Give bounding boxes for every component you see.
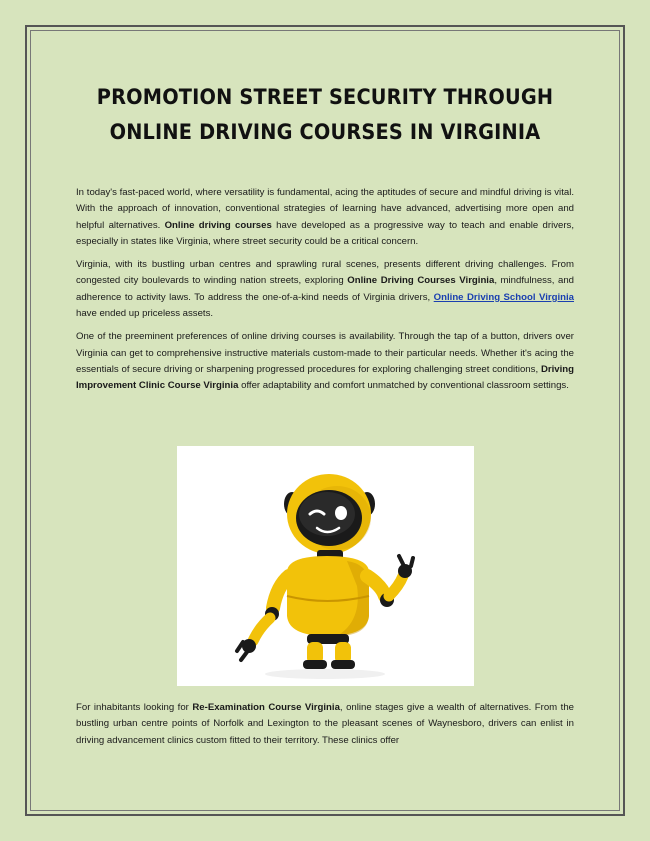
paragraph-1: [76, 185, 574, 250]
p3-text-b: offer adaptability and comfort unmatched by conventional classroom settings.: [238, 380, 569, 392]
p2-text-c: have ended up priceless assets.: [76, 308, 214, 320]
p2-text-a: Virginia, with its bustling urban centres and sprawling rural scenes, presents different driving challenges. From congested city boulevards to winding nation streets, exploring: [76, 259, 574, 287]
p2-bold: Online Driving Courses Virginia: [347, 275, 495, 287]
p4-bold: Re-Examination Course Virginia: [192, 702, 340, 713]
p3-bold: Driving Improvement Clinic Course Virginia: [76, 363, 574, 392]
paragraph-2: [76, 257, 574, 322]
article-body-continued: [76, 700, 574, 749]
p4-text-b: , online stages give a wealth of alternatives. From the bustling urban centre points of Norfolk and Lexington to the pleasant scenes of Waynesboro, drivers can enlist in driving advancement clinics custom fitted to their territory. These clinics offer: [76, 702, 574, 746]
p2-text-b: , mindfulness, and adherence to activity laws. To address the one-of-a-kind needs of Virginia drivers,: [76, 275, 574, 303]
p1-text-a: In today's fast-paced world, where versatility is fundamental, acing the aptitudes of secure and mindful driving is vital. With the approach of innovation, conventional strategies of learning have advanced, advertising more open and helpful alternatives.: [76, 187, 574, 231]
paragraph-3: [76, 329, 574, 394]
title-line-2: ONLINE DRIVING COURSES IN VIRGINIA: [109, 120, 541, 144]
p3-text-a: One of the preeminent preferences of online driving courses is availability. Through the tap of a button, drivers over Virginia can get to comprehensive instructive materials custom-made to their particular needs. Whether it's acing the essentials of secure driving or sharpening progressed procedures for exploring challenging street conditions,: [76, 331, 574, 375]
p1-text-b: have developed as a progressive way to teach and enable drivers, especially in states like Virginia, where street security could be a critical concern.: [76, 219, 574, 247]
online-driving-school-link[interactable]: Online Driving School Virginia: [433, 291, 575, 303]
p1-bold: Online driving courses: [164, 219, 272, 231]
paragraph-4: [76, 700, 574, 749]
document-title: [81, 80, 569, 150]
p4-text-a: For inhabitants looking for: [76, 702, 193, 713]
robot-image: [177, 446, 474, 686]
article-body: [76, 185, 574, 402]
title-line-1: PROMOTION STREET SECURITY THROUGH: [96, 85, 554, 109]
robot-mascot-icon: [177, 446, 474, 686]
